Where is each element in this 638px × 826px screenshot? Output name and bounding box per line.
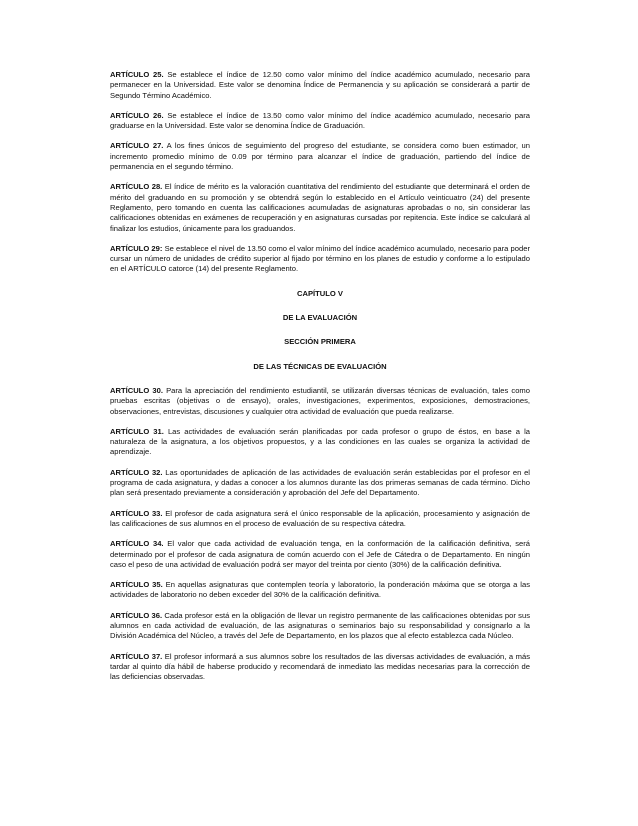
article-lead: ARTÍCULO 27. <box>110 141 164 151</box>
section-heading: SECCIÓN PRIMERA <box>284 337 356 347</box>
article-lead: ARTÍCULO 34. <box>110 539 164 549</box>
article-text: Se establece el nivel de 13.50 como el valor mínimo del índice académico acumulado, necesario para poder cursar un número de unidades de crédito superior al fijado por término en los planes de estudio y conforme a lo estipulado en el ARTÍCULO catorce (14) del presente Reglamento. <box>110 243 530 274</box>
article-lead: ARTÍCULO 30. <box>110 385 163 395</box>
article-30 <box>110 386 530 417</box>
article-lead: ARTÍCULO 32. <box>110 467 163 477</box>
article-lead: ARTÍCULO 29: <box>110 243 163 253</box>
article-lead: ARTÍCULO 35. <box>110 580 163 590</box>
article-lead: ARTÍCULO 31. <box>110 426 164 436</box>
article-text: Las oportunidades de aplicación de las actividades de evaluación serán establecidas por el profesor en el programa de cada asignatura, y dadas a conocer a los alumnos durante las dos primeras semanas de cada término. Dicho plan será presentado previamente a consideración y aprobación del Jefe del Departamento. <box>110 467 530 498</box>
article-lead: ARTÍCULO 37. <box>110 651 163 661</box>
chapter-heading: CAPÍTULO V <box>297 288 343 298</box>
article-text: A los fines únicos de seguimiento del progreso del estudiante, se considera como buen estimador, un incremento promedio mínimo de 0.09 por término para alcanzar el índice de graduación, partiendo del índice de permanencia en el segundo término. <box>110 141 530 172</box>
article-28 <box>110 182 530 233</box>
article-lead: ARTÍCULO 28. <box>110 182 163 192</box>
article-lead: ARTÍCULO 26. <box>110 110 164 120</box>
article-text: El profesor de cada asignatura será el único responsable de la aplicación, procesamiento y asignación de las calificaciones de sus alumnos en el proceso de evaluación de su respectiva cátedra. <box>110 508 530 528</box>
article-27 <box>110 141 530 172</box>
article-lead: ARTÍCULO 33. <box>110 508 163 518</box>
article-text: Para la apreciación del rendimiento estudiantil, se utilizarán diversas técnicas de evaluación, tales como pruebas escritas (objetivas o de ensayo), orales, investigaciones, experimentos, exposiciones, demostraciones, observaciones, entrevistas, discusiones y cualquier otra actividad de evaluación que pueda realizarse. <box>110 385 530 416</box>
chapter-title: DE LA EVALUACIÓN <box>282 313 358 323</box>
article-text: En aquellas asignaturas que contemplen teoría y laboratorio, la ponderación máxima que se otorga a las actividades de laboratorio no deben exceder del 30% de la calificación definitiva. <box>110 580 530 600</box>
article-26 <box>110 111 530 132</box>
document-page <box>110 70 530 692</box>
article-25 <box>110 70 530 101</box>
article-text: Las actividades de evaluación serán planificadas por cada profesor o grupo de éstos, en base a la naturaleza de la asignatura, a los objetivos propuestos, y a las condiciones en las cuales se organiza la actividad de aprendizaje. <box>110 426 530 457</box>
article-lead: ARTÍCULO 36. <box>110 610 163 620</box>
article-32 <box>110 468 530 499</box>
article-text: Cada profesor está en la obligación de llevar un registro permanente de las calificaciones obtenidas por sus alumnos en cada actividad de evaluación, de las asignaturas o seminarios bajo su responsabilidad y consignarlo a la División Académica del Núcleo, a través del Jefe de Departamento, en los plazos que al efecto establezca cada Núcleo. <box>110 610 530 641</box>
article-36 <box>110 611 530 642</box>
article-35 <box>110 580 530 601</box>
article-31 <box>110 427 530 458</box>
article-33 <box>110 509 530 530</box>
article-text: El valor que cada actividad de evaluación tenga, en la conformación de la calificación definitiva, será determinado por el profesor de cada asignatura de común acuerdo con el Jefe de Cátedra o de Departamento. En ningún caso el peso de una actividad de evaluación podrá ser mayor del treinta por ciento (30%) de la calificación definitiva. <box>110 539 530 569</box>
section-title: DE LAS TÉCNICAS DE EVALUACIÓN <box>253 361 387 371</box>
article-lead: ARTÍCULO 25. <box>110 70 164 79</box>
article-text: El profesor informará a sus alumnos sobre los resultados de las diversas actividades de evaluación, a más tardar al quinto día hábil de haberse producido y recomendará de inmediato las medidas necesarias para la corrección de las deficiencias observadas. <box>110 651 530 682</box>
article-34 <box>110 539 530 570</box>
article-29 <box>110 244 530 275</box>
article-37 <box>110 652 530 683</box>
article-text: Se establece el índice de 13.50 como valor mínimo del índice académico acumulado, necesario para graduarse en la Universidad. Este valor se denomina Índice de Graduación. <box>110 110 530 131</box>
article-text: El índice de mérito es la valoración cuantitativa del rendimiento del estudiante que determinará el orden de mérito del graduando en su promoción y se obtendrá según lo establecido en el Artículo veinticuatro (24) del presente Reglamento, pero tomando en cuenta las calificaciones acumuladas de asignaturas aprobadas o no, sin considerar las calificaciones obtenidas en exámenes de recuperación y en asignaturas cursadas por repitencia. Este índice se calculará al finalizar los estudios, únicamente para los graduandos. <box>110 182 530 233</box>
article-text: Se establece el índice de 12.50 como valor mínimo del índice académico acumulado, necesario para permanecer en la Universidad. Este valor se denomina Índice de Permanencia y su aplicación se considerará a partir de Segundo Término Académico. <box>110 70 530 100</box>
